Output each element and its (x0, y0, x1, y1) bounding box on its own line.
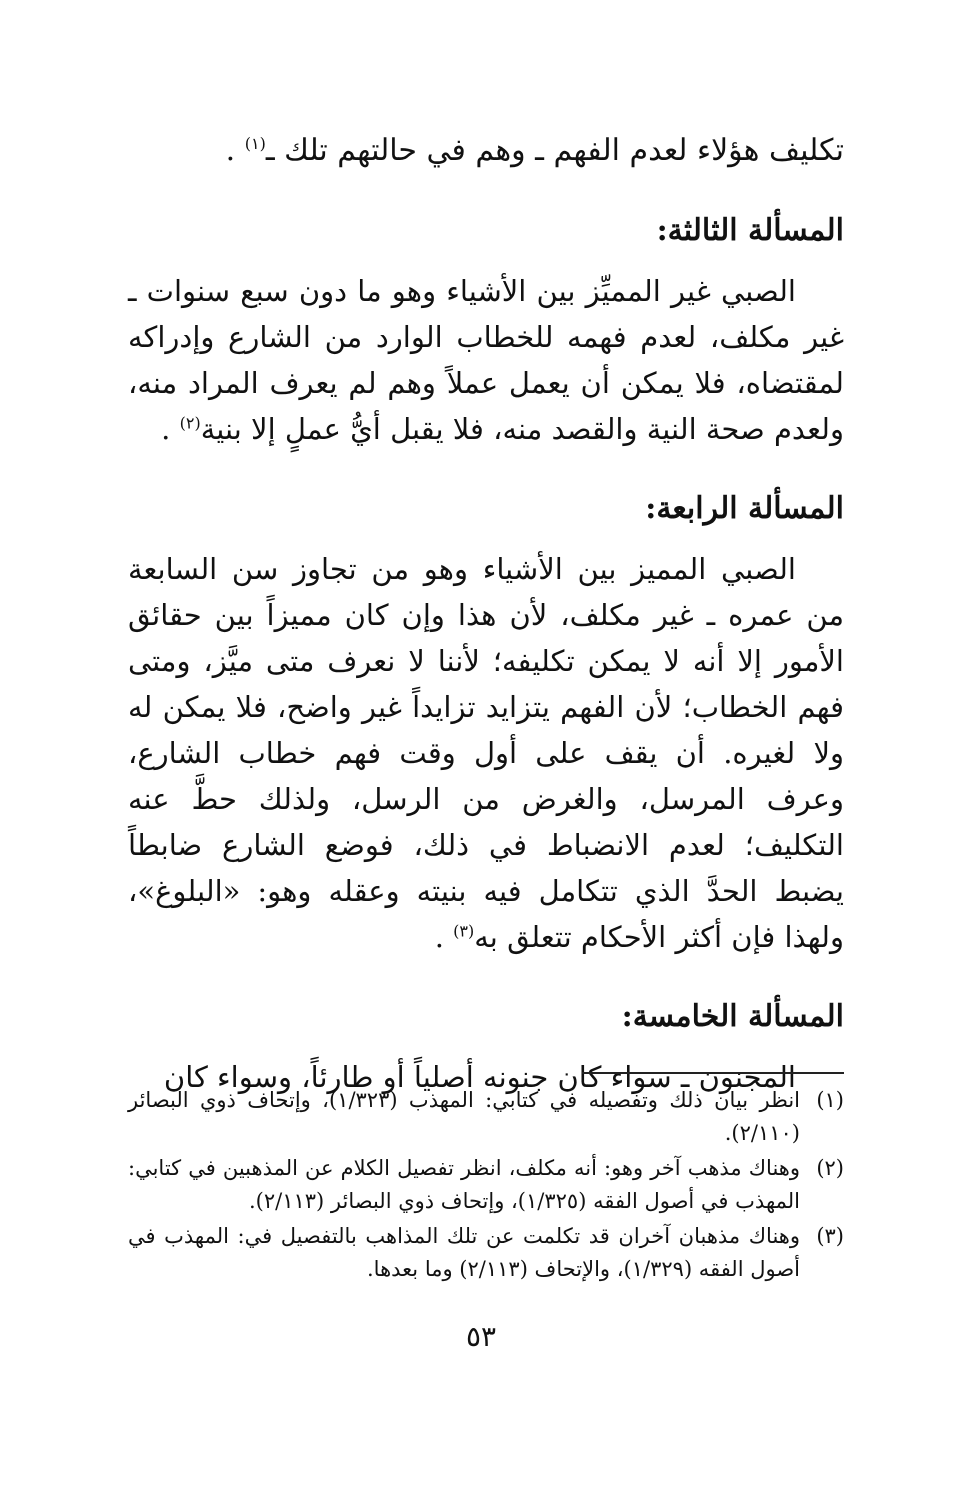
footnote-divider (582, 1072, 844, 1074)
section-paragraph: الصبي غير المميِّز بين الأشياء وهو ما دون سبع سنوات ـ غير مكلف، لعدم فهمه للخطاب الوارد من الشارع وإدراكه لمقتضاه، فلا يمكن أن يعمل عملاً وهم لم يعرف المراد منه، ولعدم صحة النية والقصد منه، فلا يقبل أيُّ عملٍ إلا بنية$^{(٢)}$ . (128, 274, 844, 446)
section-paragraph: المجنون ـ سواء كان جنونه أصلياً أو طارئاً، وسواء كان (163, 1060, 796, 1094)
section-heading: المسألة الخامسة: (621, 999, 844, 1034)
footnote-number: (٣) (816, 1224, 844, 1248)
footnote-ref-3: (٣) (453, 921, 475, 941)
section-paragraph: الصبي المميز بين الأشياء وهو من تجاوز سن السابعة من عمره ـ غير مكلف، لأن هذا وإن كان مميزاً بين حقائق الأمور إلا أنه لا يمكن تكليفه؛ لأننا لا نعرف متى ميَّز، ومتى فهم الخطاب؛ لأن الفهم يتزايد تزايداً غير واضح، فلا يمكن له ولا لغيره. أن يقف على أول وقت فهم خطاب الشارع، وعرف المرسل، والغرض من الرسل، ولذلك حطَّ عنه التكليف؛ لعدم الانضباط في ذلك، فوضع الشارع ضابطاً يضبط الحدَّ الذي تتكامل فيه بنيته وعقله وهو: «البلوغ»، ولهذا فإن أكثر الأحكام تتعلق به$^{(٣)}$ . (128, 552, 844, 954)
page-number: ٥٣ (465, 1320, 497, 1353)
section-fourth (128, 486, 844, 960)
sentence-end: . (225, 133, 236, 168)
footnote-2 (128, 1152, 844, 1218)
section-heading: المسألة الرابعة: (645, 491, 844, 526)
page-body (128, 128, 844, 1100)
footnote-text: وهناك مذهبان آخران قد تكلمت عن تلك المذاهب بالتفصيل في: المهذب في أصول الفقه (١/٣٢٩)، والإتحاف (٢/١١٣) وما بعدها. (128, 1224, 800, 1281)
footnotes (128, 1072, 844, 1288)
continuation-line (128, 128, 844, 174)
footnote-number: (٢) (816, 1156, 844, 1180)
footnote-number: (١) (816, 1088, 844, 1112)
footnote-ref-1: (١) (244, 134, 266, 153)
section-heading: المسألة الثالثة: (656, 213, 844, 248)
section-third (128, 208, 844, 452)
footnote-3 (128, 1220, 844, 1286)
footnote-text: وهناك مذهب آخر وهو: أنه مكلف، انظر تفصيل الكلام عن المذهبين في كتابي: المهذب في أصول الفقه (١/٣٢٥)، وإتحاف ذوي البصائر (٢/١١٣). (128, 1156, 800, 1213)
footnote-ref-2: (٢) (179, 413, 201, 433)
continuation-text: تكليف هؤلاء لعدم الفهم ـ وهم في حالتهم تلك ـ (265, 133, 844, 168)
footnote-text: انظر بيان ذلك وتفصيله في كتابي: المهذب (١/٣٢٣)، وإتحاف ذوي البصائر (٢/١١٠). (128, 1088, 800, 1145)
footnote-1 (128, 1084, 844, 1150)
